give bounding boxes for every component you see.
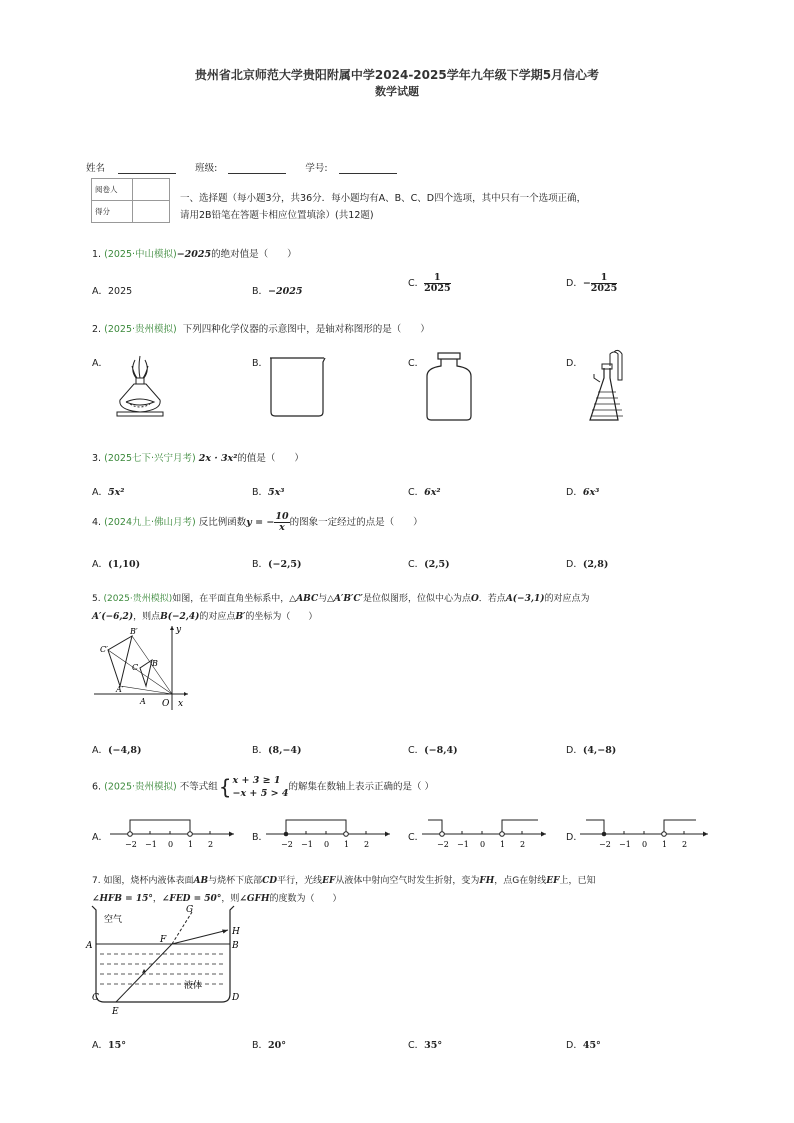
section-heading-line2: 请用2B铅笔在答题卡相应位置填涂）(共12题) — [180, 210, 374, 221]
q3-option-a[interactable]: A．5x² — [92, 487, 125, 498]
student-info-row — [86, 160, 397, 174]
svg-text:1: 1 — [662, 840, 668, 849]
q1-option-a[interactable]: A．2025 — [92, 286, 133, 297]
q6-option-c[interactable]: C． — [408, 832, 425, 843]
svg-text:−1: −1 — [619, 840, 631, 849]
svg-text:2: 2 — [364, 840, 370, 849]
svg-text:A′: A′ — [116, 685, 124, 694]
q2-source: (2025·贵州模拟) — [104, 324, 177, 335]
q2-option-a[interactable]: A． — [92, 358, 108, 369]
svg-text:B: B — [152, 659, 158, 668]
svg-text:D: D — [232, 993, 240, 1003]
svg-text:0: 0 — [324, 840, 330, 849]
q7-beaker-figure — [88, 902, 238, 1018]
q2-option-b[interactable]: B． — [252, 358, 269, 369]
svg-text:F: F — [160, 935, 167, 945]
svg-text:B: B — [232, 941, 239, 951]
q2-option-d[interactable]: D． — [566, 358, 583, 369]
svg-text:0: 0 — [480, 840, 486, 849]
alcohol-lamp-image — [108, 352, 172, 420]
liquid-label: 液体 — [184, 981, 203, 991]
q1-option-b[interactable]: B．−2025 — [252, 286, 303, 297]
page-title: 贵州省北京师范大学贵阳附属中学2024-2025学年九年级下学期5月信心考 — [194, 68, 600, 82]
svg-text:x: x — [178, 699, 184, 709]
q4-source: (2024九上·佛山月考) — [104, 517, 196, 528]
svg-text:O: O — [162, 699, 170, 709]
q6-source: (2025·贵州模拟) — [104, 781, 177, 793]
q1-option-c[interactable]: C． $\frac{1}{2025}$ — [408, 272, 451, 294]
question-4: 4. (2024九上·佛山月考) 反比例函数y = − $\frac{10}{x}$ 的图象一定经过的点是（ ） — [92, 511, 423, 533]
q3-option-d[interactable]: D．6x³ — [566, 487, 600, 498]
id-field[interactable] — [339, 163, 397, 174]
question-7-line2: ∠HFB = 15°，∠FED = 50°，则∠GFH的度数为（ ） — [92, 894, 342, 904]
svg-text:E: E — [112, 1007, 119, 1017]
question-2: 2. (2025·贵州模拟) 下列四种化学仪器的示意图中，是轴对称图形的是（ ） — [92, 324, 430, 335]
number-line-a — [108, 814, 238, 854]
svg-text:C: C — [132, 663, 139, 672]
question-3: 3. (2025七下·兴宁月考) 2x · 3x²的值是（ ） — [92, 453, 304, 464]
svg-text:2: 2 — [520, 840, 526, 849]
svg-text:−2: −2 — [125, 840, 137, 849]
class-label: 班级: — [195, 163, 218, 174]
svg-text:−1: −1 — [301, 840, 313, 849]
q5-option-a[interactable]: A．(−4,8) — [92, 745, 142, 756]
q4-option-c[interactable]: C．(2,5) — [408, 559, 450, 570]
svg-text:A: A — [86, 941, 93, 951]
svg-text:1: 1 — [344, 840, 350, 849]
q6-option-b[interactable]: B． — [252, 832, 269, 843]
beaker-image — [268, 356, 326, 418]
q5-option-d[interactable]: D．(4,−8) — [566, 745, 617, 756]
q3-source: (2025七下·兴宁月考) — [104, 453, 196, 464]
name-field[interactable] — [118, 163, 176, 174]
id-label: 学号: — [305, 163, 328, 174]
svg-text:−1: −1 — [145, 840, 157, 849]
score-cell[interactable] — [133, 201, 170, 223]
q3-option-b[interactable]: B．5x³ — [252, 487, 285, 498]
q4-option-d[interactable]: D．(2,8) — [566, 559, 609, 570]
score-table-score-label: 得分 — [92, 201, 133, 223]
q7-option-d[interactable]: D．45° — [566, 1040, 601, 1051]
section-heading-line1: 一、选择题（每小题3分，共36分．每小题均有A、B、C、D四个选项，其中只有一个选项正确， — [180, 193, 587, 204]
svg-text:C: C — [92, 993, 99, 1003]
class-field[interactable] — [228, 163, 286, 174]
q7-option-c[interactable]: C．35° — [408, 1040, 443, 1051]
number-line-b — [264, 814, 394, 854]
svg-text:0: 0 — [168, 840, 174, 849]
q6-option-d[interactable]: D． — [566, 832, 583, 843]
q7-option-b[interactable]: B．20° — [252, 1040, 287, 1051]
name-label: 姓名 — [86, 163, 106, 174]
question-5-line2: A′(−6,2)，则点B(−2,4)的对应点B′的坐标为（ ） — [92, 612, 318, 622]
svg-text:H: H — [232, 927, 240, 937]
reagent-bottle-image — [424, 352, 474, 422]
number-line-d — [578, 814, 712, 854]
svg-text:2: 2 — [682, 840, 688, 849]
q5-coordinate-figure — [92, 622, 192, 712]
q5-option-c[interactable]: C．(−8,4) — [408, 745, 458, 756]
conical-flask-image — [584, 350, 634, 428]
svg-text:B′: B′ — [130, 627, 138, 636]
air-label: 空气 — [104, 915, 123, 925]
svg-text:0: 0 — [642, 840, 648, 849]
score-table — [91, 178, 170, 223]
svg-text:1: 1 — [188, 840, 194, 849]
page-subtitle: 数学试题 — [375, 85, 419, 98]
svg-text:−1: −1 — [457, 840, 469, 849]
svg-text:−2: −2 — [281, 840, 293, 849]
svg-text:G: G — [186, 905, 194, 915]
q1-option-d[interactable]: D．− $\frac{1}{2025}$ — [566, 272, 618, 294]
q4-option-b[interactable]: B．(−2,5) — [252, 559, 302, 570]
svg-text:1: 1 — [500, 840, 506, 849]
number-line-c — [420, 814, 550, 854]
svg-text:A: A — [140, 697, 146, 706]
q2-option-c[interactable]: C． — [408, 358, 425, 369]
q7-option-a[interactable]: A．15° — [92, 1040, 126, 1051]
svg-text:y: y — [176, 625, 182, 635]
svg-text:−2: −2 — [599, 840, 611, 849]
svg-text:2: 2 — [208, 840, 214, 849]
q5-source: (2025·贵州模拟) — [103, 594, 173, 604]
q6-option-a[interactable]: A． — [92, 832, 108, 843]
question-5: 5. (2025·贵州模拟)如图，在平面直角坐标系中，△ABC与△A′B′C′是位似图形，位似中心为点O．若点A(−3,1)的对应点为 — [92, 594, 590, 604]
svg-text:C′: C′ — [100, 645, 108, 654]
score-table-grader-label: 阅卷人 — [92, 179, 133, 201]
question-6: 6. (2025·贵州模拟) 不等式组{ x + 3 ≥ 1 −x + 5 > 4 的解集在数轴上表示正确的是（ ） — [92, 775, 435, 799]
svg-text:−2: −2 — [437, 840, 449, 849]
q5-option-b[interactable]: B．(8,−4) — [252, 745, 302, 756]
grader-cell[interactable] — [133, 179, 170, 201]
q4-option-a[interactable]: A．(1,10) — [92, 559, 141, 570]
question-1: 1. (2025·中山模拟)−2025的绝对值是（ ） — [92, 249, 297, 260]
q3-option-c[interactable]: C．6x² — [408, 487, 441, 498]
q1-source: (2025·中山模拟) — [104, 249, 177, 260]
question-7: 7. 如图，烧杯内液体表面AB与烧杯下底部CD平行，光线EF从液体中射向空气时发生折射，变为FH，点G在射线EF上，已知 — [92, 876, 596, 886]
